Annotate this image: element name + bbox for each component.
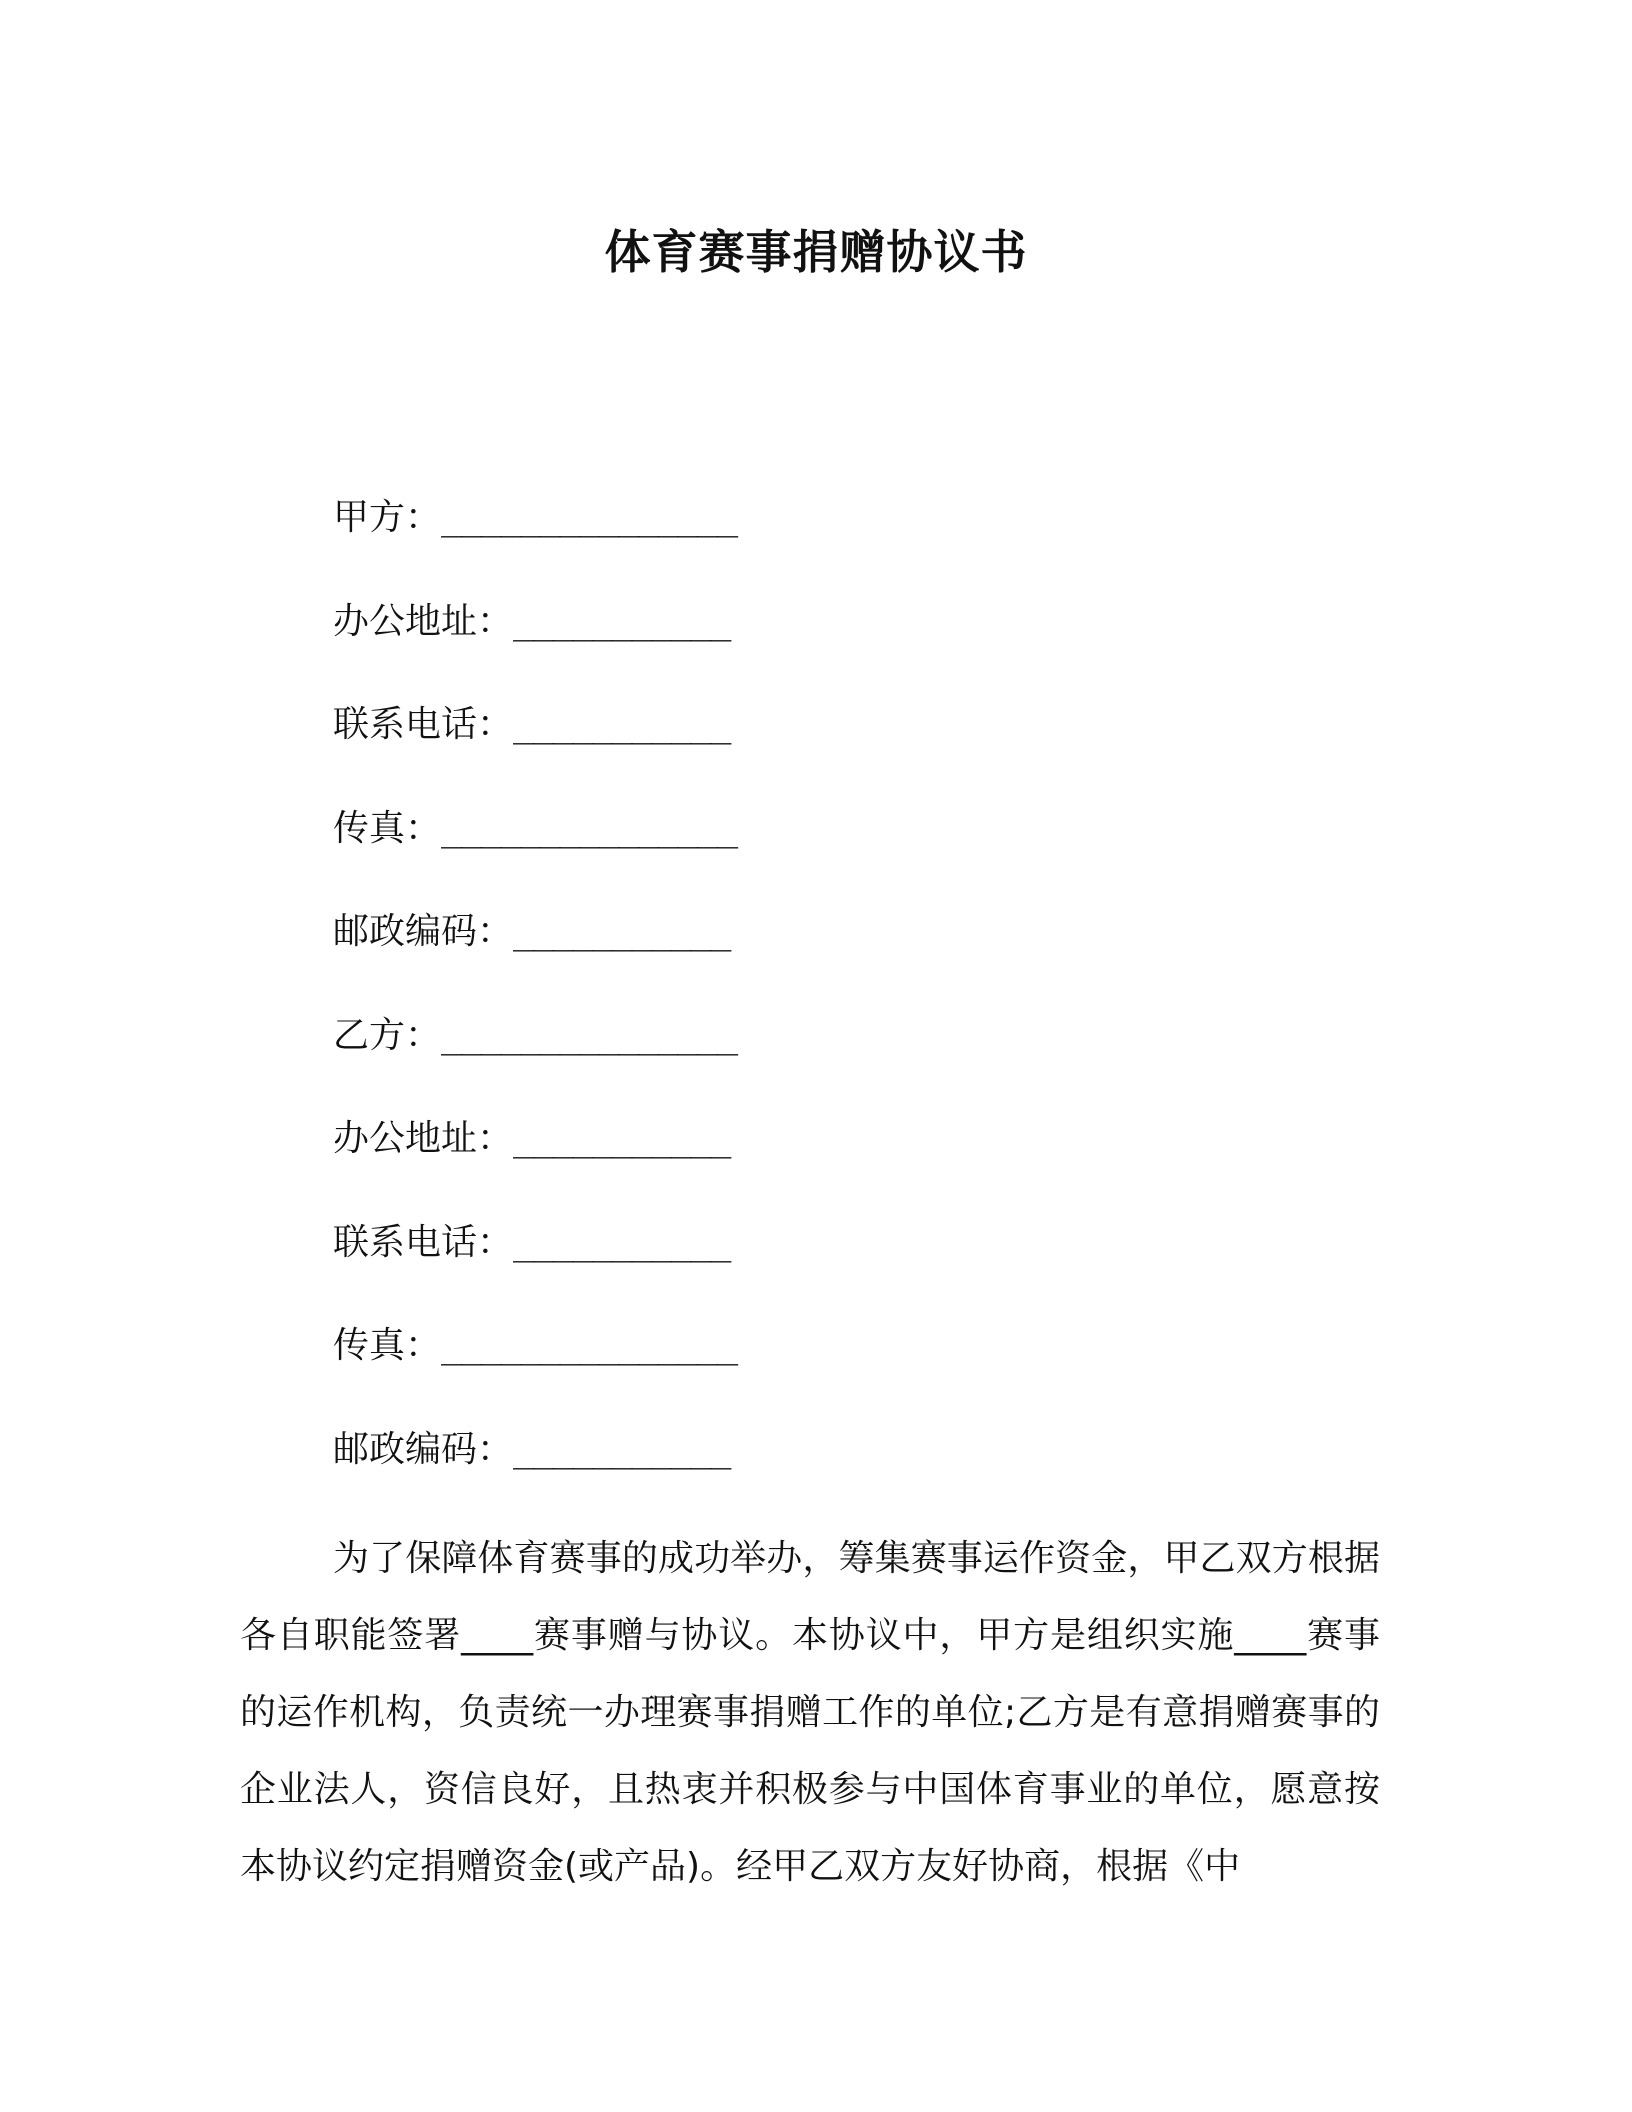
field-label: 邮政编码： <box>333 1428 514 1470</box>
field-label: 甲方： <box>333 497 442 538</box>
field-label: 乙方： <box>333 1014 442 1056</box>
field-label: 办公地址： <box>333 600 514 642</box>
fill-in-blank: ___________ <box>513 1428 730 1470</box>
party-b-address-field <box>333 1109 1233 1213</box>
field-label: 联系电话： <box>333 704 514 745</box>
fill-in-blank: ___________ <box>513 704 730 745</box>
fill-in-blank: ___________ <box>513 1221 730 1263</box>
field-label: 办公地址： <box>333 1118 514 1159</box>
fill-in-blank: ___________ <box>513 1118 730 1159</box>
party-a-postcode-field <box>333 902 1233 1006</box>
party-a-phone-field <box>333 695 1233 799</box>
party-a-name-field <box>333 488 1233 592</box>
document-title: 体育赛事捐赠协议书 <box>604 225 1028 279</box>
party-a-address-field <box>333 592 1233 696</box>
fill-in-blank: ___________ <box>513 911 730 952</box>
party-b-name-field <box>333 1006 1233 1110</box>
party-fields <box>333 488 1233 1523</box>
field-label: 邮政编码： <box>333 911 514 952</box>
fill-in-blank: _______________ <box>441 497 737 538</box>
fill-in-blank: _______________ <box>441 1014 737 1056</box>
fill-in-blank: _______________ <box>441 807 737 849</box>
field-label: 传真： <box>333 807 442 849</box>
party-b-phone-field <box>333 1213 1233 1317</box>
field-label: 传真： <box>333 1325 442 1366</box>
party-b-postcode-field <box>333 1420 1233 1524</box>
field-label: 联系电话： <box>333 1221 514 1263</box>
party-a-fax-field <box>333 799 1233 903</box>
fill-in-blank: _______________ <box>441 1325 737 1366</box>
party-b-fax-field <box>333 1316 1233 1420</box>
fill-in-blank: ___________ <box>513 600 730 642</box>
agreement-body-paragraph: 为了保障体育赛事的成功举办，筹集赛事运作资金，甲乙双方根据各自职能签署____赛事赠与协议。本协议中，甲方是组织实施____赛事的运作机构，负责统一办理赛事捐赠工作的单位;乙方是有意捐赠赛事的企业法人，资信良好，且热衷并积极参与中国体育事业的单位，愿意按本协议约定捐赠资金(或产品)。经甲乙双方友好协商，根据《中 <box>240 1538 1380 1887</box>
